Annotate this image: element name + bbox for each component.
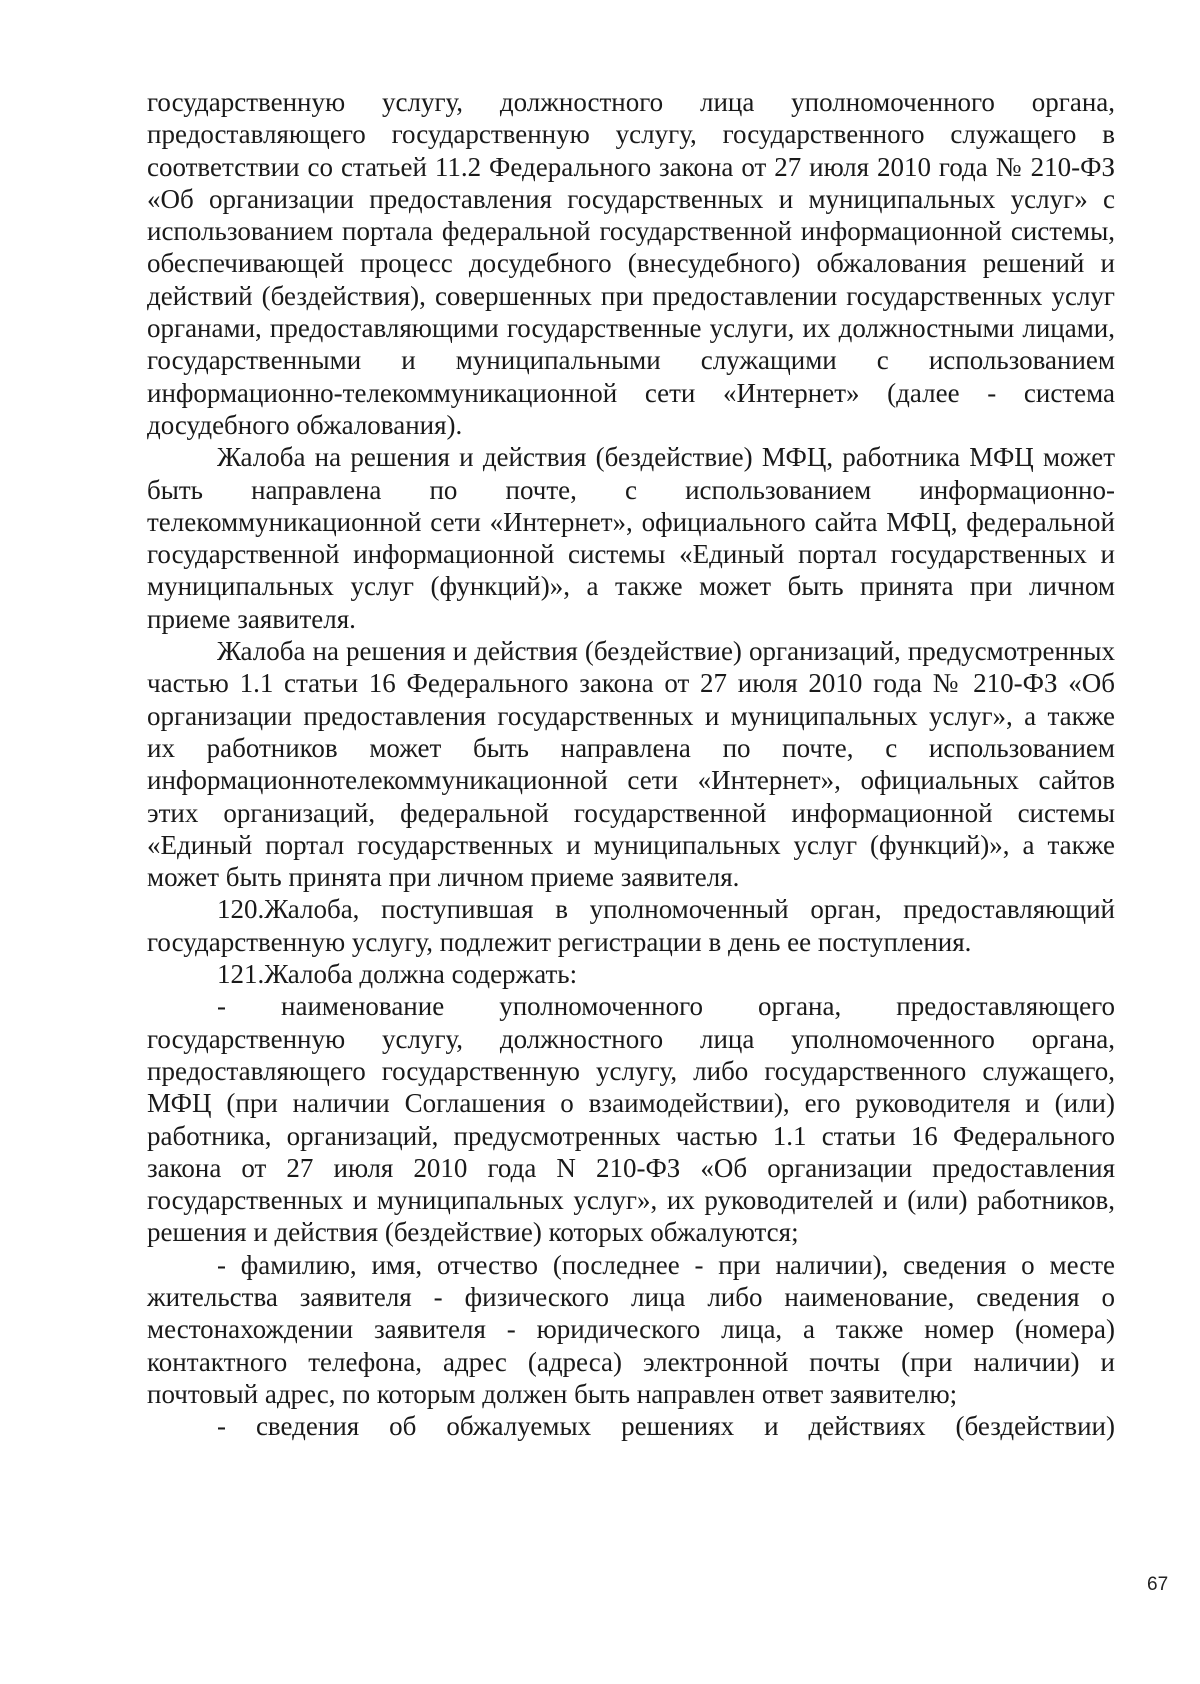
paragraph-organizations-complaint: Жалоба на решения и действия (бездействие) организаций, предусмотренных частью 1.1 статьи 16 Федерального закона от 27 июля 2010 года № 210-ФЗ «Об организации предоставления государственных и муниципальных услуг», а также их работников может быть направлена по почте, с использованием информационнотелекоммуникационной сети «Интернет», официальных сайтов этих организаций, федеральной государственной информационной системы «Единый портал государственных и муниципальных услуг (функций)», а также может быть принята при личном приеме заявителя. xyxy=(147,636,1115,893)
paragraph-continuation: государственную услугу, должностного лица уполномоченного органа, предоставляющего государственную услугу, государственного служащего в соответствии со статьей 11.2 Федерального закона от 27 июля 2010 года № 210-ФЗ «Об организации предоставления государственных и муниципальных услуг» с использованием портала федеральной государственной информационной системы, обеспечивающей процесс досудебного (внесудебного) обжалования решений и действий (бездействия), совершенных при предоставлении государственных услуг органами, предоставляющими государственные услуги, их должностными лицами, государственными и муниципальными служащими с использованием информационно-телекоммуникационной сети «Интернет» (далее - система досудебного обжалования). xyxy=(147,87,1115,440)
paragraph-121-contents: 121.Жалоба должна содержать: xyxy=(217,959,578,990)
paragraph-120-registration: 120.Жалоба, поступившая в уполномоченный орган, предоставляющий государственную услугу, подлежит регистрации в день ее поступления. xyxy=(147,894,1115,957)
list-item-applicant-details: - фамилию, имя, отчество (последнее - при наличии), сведения о месте жительства заявителя - физического лица либо наименование, сведения о местонахождении заявителя - юридического лица, а также номер (номера) контактного телефона, адрес (адреса) электронной почты (при наличии) и почтовый адрес, по которым должен быть направлен ответ заявителю; xyxy=(147,1249,1115,1409)
page-number: 67 xyxy=(1147,1574,1169,1595)
paragraph-mfc-complaint: Жалоба на решения и действия (бездействие) МФЦ, работника МФЦ может быть направлена по почте, с использованием информационно-телекоммуникационной сети «Интернет», официального сайта МФЦ, федеральной государственной информационной системы «Единый портал государственных и муниципальных услуг (функций)», а также может быть принята при личном приеме заявителя. xyxy=(147,442,1115,634)
document-body xyxy=(147,86,1115,1442)
list-item-contested-decisions: - сведения об обжалуемых решениях и действиях (бездействии) xyxy=(217,1411,1115,1442)
list-item-authority-name: - наименование уполномоченного органа, предоставляющего государственную услугу, должностного лица уполномоченного органа, предоставляющего государственную услугу, либо государственного служащего, МФЦ (при наличии Соглашения о взаимодействии), его руководителя и (или) работника, организаций, предусмотренных частью 1.1 статьи 16 Федерального закона от 27 июля 2010 года N 210-ФЗ «Об организации предоставления государственных и муниципальных услуг», их руководителей и (или) работников, решения и действия (бездействие) которых обжалуются; xyxy=(147,991,1115,1248)
